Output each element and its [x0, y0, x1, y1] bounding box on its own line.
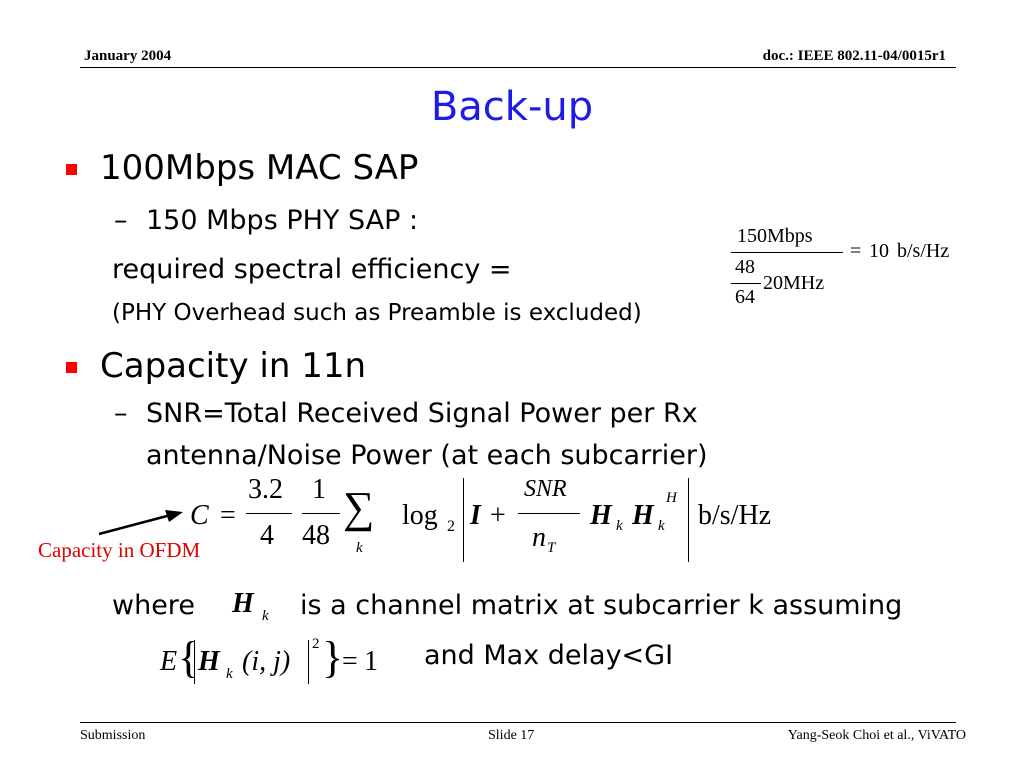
slide-title: Back-up [430, 84, 594, 130]
cap-plus: + [490, 500, 506, 531]
eff-equals: = [850, 240, 862, 262]
header-date: January 2004 [84, 48, 172, 64]
exp-sup: 2 [312, 636, 320, 652]
cap-det-right [688, 478, 689, 562]
exp-H-sub: k [226, 666, 233, 682]
eff-unit: b/s/Hz [897, 240, 950, 262]
cap-equals: = [220, 500, 236, 531]
cap-det-left [463, 478, 464, 562]
sub-dash: – [114, 398, 128, 429]
max-delay-text: and Max delay<GI [424, 640, 674, 671]
cap-H-sub: k [616, 518, 623, 534]
snr-definition-line2: antenna/Noise Power (at each subcarrier) [146, 440, 708, 471]
overhead-note: (PHY Overhead such as Preamble is excluded) [112, 300, 642, 326]
cap-f2-line [302, 513, 340, 514]
exp-H: H [198, 646, 220, 677]
footer-author: Yang-Seok Choi et al., ViVATO [787, 728, 966, 743]
cap-log-sub: 2 [447, 518, 455, 535]
cap-f1-num: 3.2 [248, 474, 283, 505]
eff-result: 10 [869, 240, 889, 262]
exp-lbrace: { [178, 633, 200, 682]
exp-rbrace: } [322, 633, 344, 682]
where-text: where [112, 590, 195, 621]
capacity-formula [180, 470, 800, 570]
cap-f1-line [246, 513, 292, 514]
cap-snr-line [518, 513, 580, 514]
eff-fraction-line [731, 252, 843, 253]
exp-one: 1 [364, 646, 378, 677]
channel-matrix-text: is a channel matrix at subcarrier k assuming [300, 590, 903, 621]
eff-numerator: 150Mbps [737, 225, 813, 247]
sub-dash: – [114, 205, 128, 236]
cap-f2-den: 48 [302, 520, 330, 551]
eff-bandwidth: 20MHz [763, 272, 825, 294]
cap-H2: H [632, 500, 654, 531]
expectation-formula [158, 628, 398, 698]
hk-subscript: k [262, 608, 269, 624]
bullet-capacity: Capacity in 11n [100, 346, 367, 386]
footer-rule [80, 722, 956, 723]
efficiency-formula [725, 222, 975, 322]
exp-E: E [160, 646, 178, 677]
eff-inner-den: 64 [735, 286, 755, 308]
cap-f2-num: 1 [312, 474, 326, 505]
cap-f1-den: 4 [260, 520, 274, 551]
cap-H2-sub: k [658, 518, 665, 534]
cap-C: C [190, 500, 209, 531]
exp-abs-left [194, 640, 195, 684]
hk-symbol: H [232, 588, 254, 619]
bullet-marker [66, 362, 77, 373]
capacity-ofdm-label: Capacity in OFDM [38, 538, 201, 562]
cap-H2-sup: H [666, 490, 677, 506]
bullet-mac-sap: 100Mbps MAC SAP [100, 148, 419, 188]
exp-args: (i, j) [242, 646, 291, 677]
cap-identity: I [470, 500, 481, 531]
cap-nT-sub: T [547, 540, 556, 556]
eff-inner-num: 48 [735, 256, 755, 278]
header-rule [80, 67, 956, 68]
exp-equals: = [342, 646, 358, 677]
exp-abs-right [308, 640, 309, 684]
cap-unit: b/s/Hz [698, 500, 772, 531]
sub-phy-sap: 150 Mbps PHY SAP : [146, 205, 419, 236]
eff-inner-line [731, 283, 761, 284]
spectral-efficiency-text: required spectral efficiency = [112, 254, 512, 285]
header-doc-id: doc.: IEEE 802.11-04/0015r1 [762, 48, 946, 64]
annotation-arrow [95, 500, 195, 540]
cap-nT: n [532, 522, 546, 553]
snr-definition-line1: SNR=Total Received Signal Power per Rx [146, 398, 698, 429]
footer-submission: Submission [80, 728, 146, 743]
cap-H: H [590, 500, 612, 531]
bullet-marker [66, 164, 77, 175]
cap-log: log [402, 500, 438, 531]
cap-sum: ∑ [343, 483, 375, 532]
cap-snr: SNR [524, 476, 567, 502]
cap-sum-sub: k [356, 540, 363, 556]
footer-slide-number: Slide 17 [488, 728, 535, 743]
